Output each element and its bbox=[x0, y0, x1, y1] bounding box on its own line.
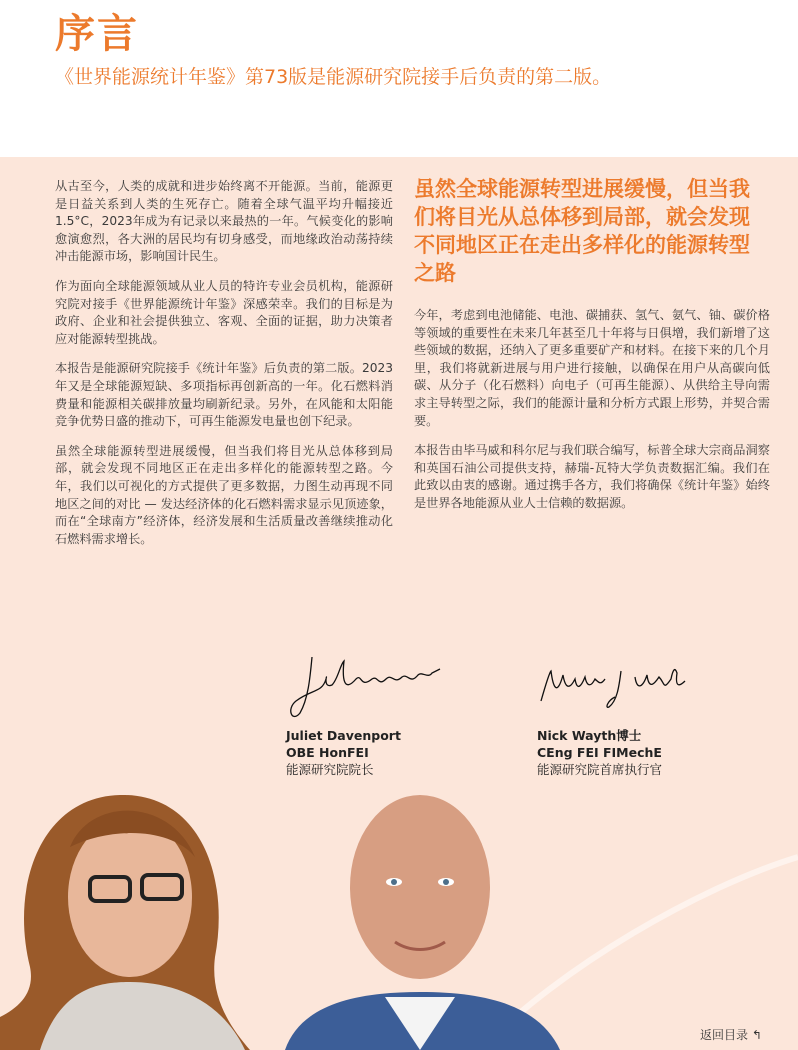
pull-quote: 虽然全球能源转型进展缓慢，但当我们将目光从总体移到局部，就会发现不同地区正在走出多样化的能源转型之路 bbox=[414, 177, 750, 285]
paragraph: 虽然全球能源转型进展缓慢，但当我们将目光从总体移到局部，就会发现不同地区正在走出多样化的能源转型之路。今年，我们以可视化的方式提供了更多数据，力图生动再现不同地区之间的对比 — 发达经济体的化石燃料需求显示见顶迹象，而在“全球南方”经济体，经济发展和生活质量改善继续推动化石燃料需求增长。 bbox=[55, 443, 393, 546]
right-column bbox=[414, 307, 770, 525]
paragraph: 作为面向全球能源领域从业人员的特许专业会员机构，能源研究院对接手《世界能源统计年鉴》深感荣幸。我们的目标是为政府、企业和社会提供独立、客观、全面的证据，助力决策者应对能源转型挑战。 bbox=[55, 278, 393, 346]
left-column bbox=[55, 178, 393, 560]
content-panel bbox=[0, 157, 798, 1050]
portrait-nick-wayth bbox=[285, 795, 560, 1050]
portrait-juliet-davenport bbox=[0, 795, 250, 1050]
back-to-contents-link[interactable] bbox=[700, 1027, 762, 1043]
signature-juliet-davenport bbox=[282, 649, 452, 729]
page-subtitle: 《世界能源统计年鉴》第73版是能源研究院接手后负责的第二版。 bbox=[55, 66, 612, 88]
paragraph: 本报告由毕马威和科尔尼与我们联合编写，标普全球大宗商品洞察和英国石油公司提供支持，赫瑞-瓦特大学负责数据汇编。我们在此致以由衷的感谢。通过携手各方，我们将确保《统计年鉴》始终是世界各地能源从业人士信赖的数据源。 bbox=[414, 443, 770, 510]
paragraph: 从古至今，人类的成就和进步始终离不开能源。当前，能源更是日益关系到人类的生死存亡。随着全球气温平均升幅接近1.5°C，2023年成为有记录以来最热的一年。气候变化的影响愈演愈烈，各大洲的居民均有切身感受，而地缘政治动荡持续冲击能源市场，影响国计民生。 bbox=[55, 179, 393, 264]
arrow-return-icon: ↰ bbox=[751, 1028, 762, 1042]
signatory-role: 能源研究院院长 bbox=[286, 762, 374, 777]
back-link-label: 返回目录 bbox=[700, 1028, 749, 1042]
page-title: 序言 bbox=[55, 11, 139, 57]
signatory-honours: OBE HonFEI bbox=[286, 745, 369, 760]
signature-nick-wayth bbox=[535, 657, 705, 717]
portrait-photos bbox=[0, 767, 798, 1050]
signatory-name: Juliet Davenport bbox=[286, 728, 401, 743]
signatory-role: 能源研究院首席执行官 bbox=[537, 762, 663, 777]
signatory-name: Nick Wayth博士 bbox=[537, 728, 642, 743]
signatory-honours: CEng FEI FIMechE bbox=[537, 745, 662, 760]
paragraph: 今年，考虑到电池储能、电池、碳捕获、氢气、氨气、铀、碳价格等领域的重要性在未来几年甚至几十年将与日俱增，我们新增了这些领域的数据，还纳入了更多重要矿产和材料。在接下来的几个月里，我们将就新进展与用户进行接触，以确保在用户从高碳向低碳、从分子（化石燃料）向电子（可再生能源）、从供给主导向需求主导转型之际，我们的能源计量和分析方式跟上形势，并契合需要。 bbox=[414, 308, 770, 428]
paragraph: 本报告是能源研究院接手《统计年鉴》后负责的第二版。2023年又是全球能源短缺、多项指标再创新高的一年。化石燃料消费量和能源相关碳排放量均刷新纪录。另外，在风能和太阳能竞争优势日盛的推动下，可再生能源发电量也创下纪录。 bbox=[55, 361, 393, 429]
